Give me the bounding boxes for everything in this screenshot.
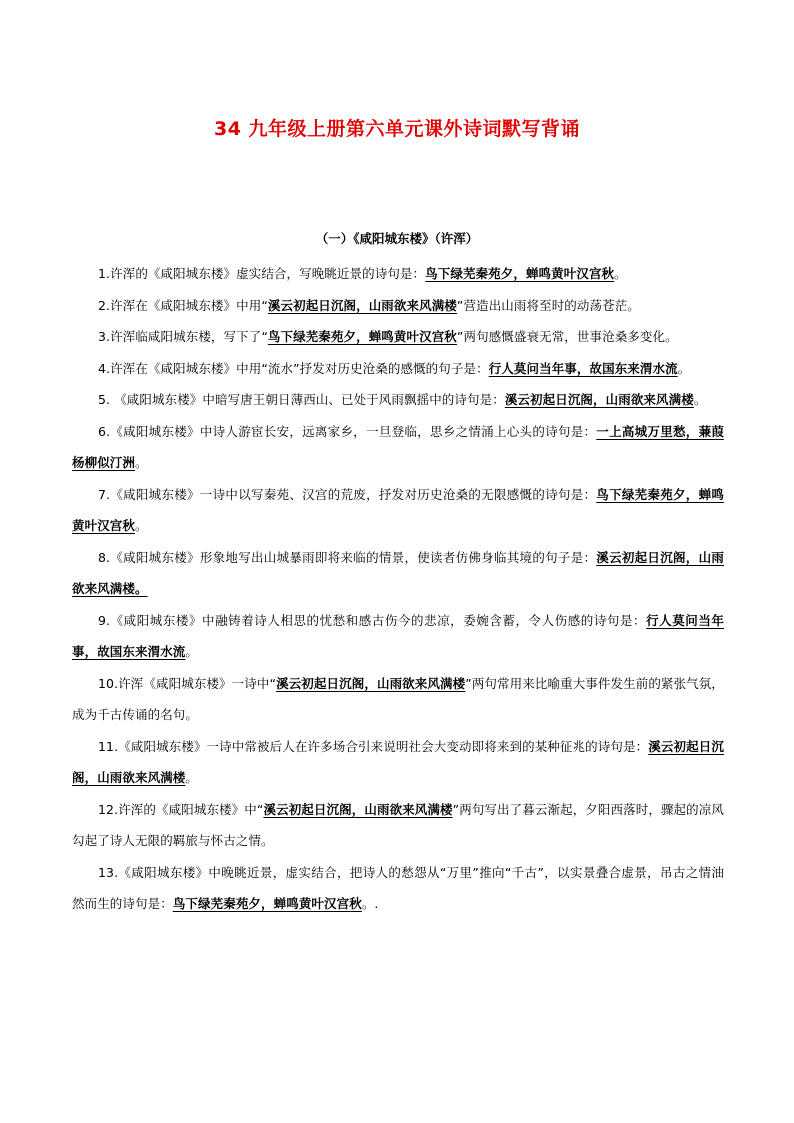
answer-text: 溪云初起日沉阁，山雨欲来风满楼	[263, 801, 453, 817]
question-text: 11.《咸阳城东楼》一诗中常被后人在许多场合引来说明社会大变动即将来到的某种征兆的诗句是：	[98, 738, 649, 754]
question-text-end: 。	[693, 392, 707, 407]
question-text: 3.许浑临咸阳城东楼，写下了“	[98, 329, 268, 344]
list-item	[72, 542, 724, 605]
question-text-end: ”营造出山雨将至时的动荡苍茫。	[456, 297, 640, 313]
question-text-end: 。	[614, 266, 627, 281]
page-title: 34 九年级上册第六单元课外诗词默写背诵	[213, 118, 581, 140]
list-item	[72, 668, 724, 731]
list-item	[72, 290, 724, 322]
answer-text: 溪云初起日沉阁，山雨欲来风满楼	[276, 675, 466, 691]
question-text: 2.许浑在《咸阳城东楼》中用“	[98, 297, 268, 313]
answer-text: 鸟下绿芜秦苑夕，蝉鸣黄叶汉宫秋	[72, 486, 724, 533]
answer-text: 鸟下绿芜秦苑夕，蝉鸣黄叶汉宫秋	[425, 266, 615, 281]
question-text: 4.许浑在《咸阳城东楼》中用“流水”抒发对历史沧桑的感慨的句子是：	[98, 360, 489, 376]
list-item	[72, 384, 724, 416]
list-item	[72, 258, 724, 290]
question-text-end: 。	[677, 360, 691, 376]
question-text: 13.《咸阳城东楼》中晚眺近景，虚实结合，把诗人的愁怨从“万里”推向“千古”，以实景叠合虚景，吊古之情油然而生的诗句是：	[72, 864, 724, 911]
list-item	[72, 731, 724, 794]
question-text-end: ”两句写出了暮云渐起，夕阳西落时，骤起的凉风勾起了诗人无限的羁旅与怀古之情。	[72, 801, 724, 848]
question-text-end: 。	[185, 770, 199, 785]
list-item	[72, 321, 724, 353]
question-text: 1.许浑的《咸阳城东楼》虚实结合，写晚眺近景的诗句是：	[98, 266, 426, 281]
question-text: 12.许浑的《咸阳城东楼》中“	[98, 801, 264, 817]
list-item	[72, 857, 724, 920]
answer-text: 一上高城万里愁，蒹葭杨柳似汀洲	[72, 423, 724, 470]
answer-text: 溪云初起日沉阁，山雨欲来风满楼	[72, 738, 724, 785]
list-item	[72, 353, 724, 385]
list-item	[72, 479, 724, 542]
list-item	[72, 416, 724, 479]
section-title: （一）《咸阳城东楼》（许浑）	[315, 231, 479, 246]
answer-text: 行人莫问当年事，故国东来渭水流	[488, 360, 678, 376]
question-text-end: 。	[135, 518, 148, 533]
question-text-end: ”两句常用来比喻重大事件发生前的紧张气氛，成为千古传诵的名句。	[72, 675, 724, 722]
answer-text: 溪云初起日沉阁，山雨欲来风满楼。	[72, 549, 724, 596]
answer-text: 鸟下绿芜秦苑夕，蝉鸣黄叶汉宫秋	[172, 896, 362, 911]
question-list	[72, 258, 724, 920]
answer-text: 溪云初起日沉阁，山雨欲来风满楼	[504, 392, 694, 407]
question-text: 6.《咸阳城东楼》中诗人游宦长安，远离家乡，一旦登临，思乡之情涌上心头的诗句是：	[98, 423, 597, 439]
list-item	[72, 605, 724, 668]
answer-text: 行人莫问当年事，故国东来渭水流	[72, 612, 724, 659]
question-text: 10.许浑《咸阳城东楼》一诗中“	[98, 675, 277, 691]
question-text: 8.《咸阳城东楼》形象地写出山城暴雨即将来临的情景，使读者仿佛身临其境的句子是：	[98, 549, 597, 565]
question-text: 5. 《咸阳城东楼》中暗写唐王朝日薄西山、已处于风雨飘摇中的诗句是：	[98, 392, 505, 407]
answer-text: 鸟下绿芜秦苑夕，蝉鸣黄叶汉宫秋	[267, 329, 457, 344]
question-text-end: ”两句感慨盛衰无常，世事沧桑多变化。	[456, 329, 678, 344]
question-text-end: 。	[185, 644, 199, 659]
question-text: 9.《咸阳城东楼》中融铸着诗人相思的忧愁和感古伤今的悲凉，委婉含蓄，令人伤感的诗句是：	[98, 612, 647, 628]
question-text-end: 。.	[361, 896, 379, 911]
answer-text: 溪云初起日沉阁，山雨欲来风满楼	[267, 297, 457, 313]
list-item	[72, 794, 724, 857]
question-text-end: 。	[135, 455, 148, 470]
question-text: 7.《咸阳城东楼》一诗中以写秦苑、汉宫的荒废，抒发对历史沧桑的无限感慨的诗句是：	[98, 486, 597, 502]
